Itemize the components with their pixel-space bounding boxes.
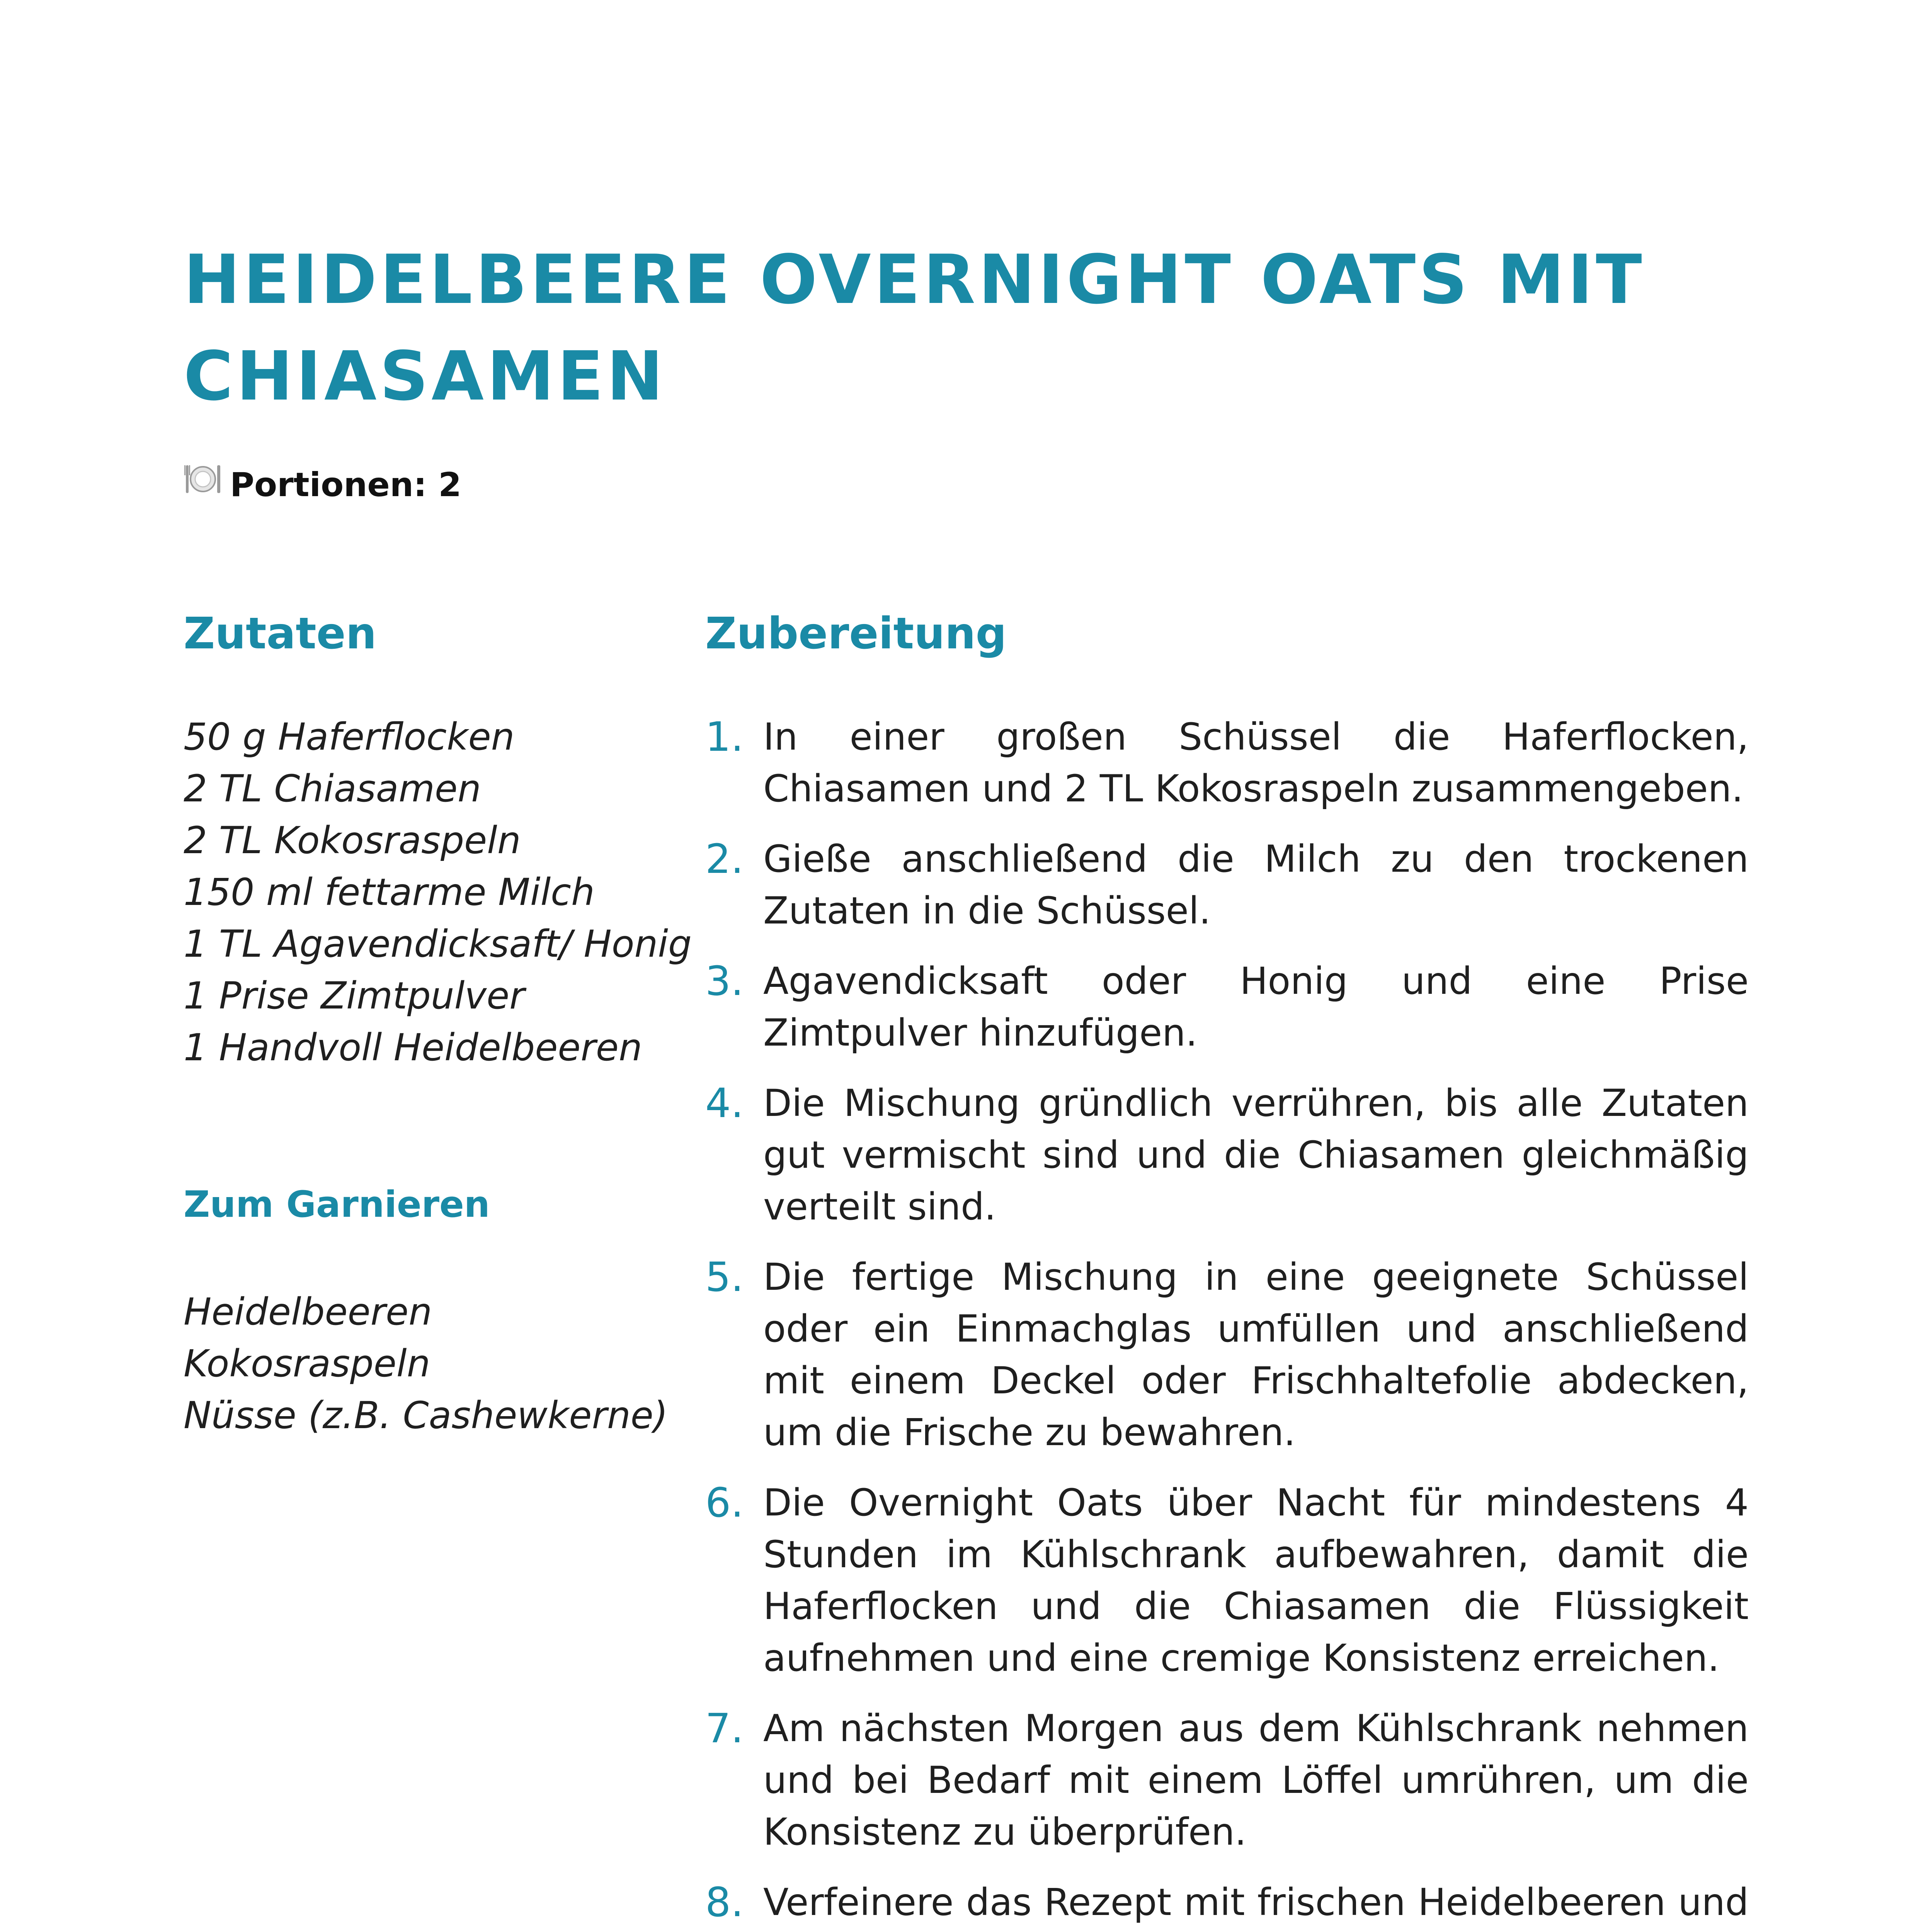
garnish-heading: Zum Garnieren [184,1184,490,1226]
ingredient-item: 1 Handvoll Heidelbeeren [184,1026,642,1069]
step-text: Die Mischung gründlich verrühren, bis alle Zutaten gut vermischt sind und die Chiasamen gleichmäßig verteilt sind. [763,1082,1749,1228]
step-number: 8. [705,1879,744,1926]
ingredient-list [184,711,692,1073]
step-item [705,1251,1749,1458]
step-item [705,955,1749,1059]
ingredients-column [184,603,692,1441]
preparation-heading: Zubereitung [705,609,1007,659]
ingredients-heading: Zutaten [184,609,377,659]
ingredient-item: 2 TL Chiasamen [184,767,481,810]
step-text: Am nächsten Morgen aus dem Kühlschrank nehmen und bei Bedarf mit einem Löffel umrühren, um die Konsistenz zu überprüfen. [763,1707,1749,1854]
ingredient-item: 150 ml fettarme Milch [184,871,595,914]
plate-cutlery-icon [184,460,222,498]
ingredient-item: 50 g Haferflocken [184,715,515,759]
step-text: Agavendicksaft oder Honig und eine Prise Zimtpulver hinzufügen. [763,959,1749,1054]
step-text: In einer großen Schüssel die Haferflocken, Chiasamen und 2 TL Kokosraspeln zusammengeben. [763,715,1749,810]
step-item [705,1077,1749,1233]
portions-info [184,462,461,508]
step-text: Die Overnight Oats über Nacht für mindestens 4 Stunden im Kühlschrank aufbewahren, damit die Haferflocken und die Chiasamen die Flüssigkeit aufnehmen und eine cremige Konsistenz erreichen. [763,1481,1749,1680]
step-item [705,1477,1749,1684]
step-item [705,833,1749,937]
step-number: 7. [705,1705,744,1752]
ingredient-item: 1 Prise Zimtpulver [184,974,525,1017]
ingredient-item: 1 TL Agavendicksaft/ Honig [184,922,692,966]
step-list [705,711,1749,1932]
garnish-item: Nüsse (z.B. Cashewkerne) [184,1394,668,1437]
step-number: 6. [705,1479,744,1526]
garnish-list [184,1286,686,1441]
recipe-title: HEIDELBEERE OVERNIGHT OATS MIT CHIASAMEN [184,241,1645,416]
preparation-column [705,603,1749,1932]
garnish-item: Heidelbeeren [184,1290,432,1333]
step-number: 5. [705,1253,744,1301]
garnish-item: Kokosraspeln [184,1342,431,1385]
step-text: Gieße anschließend die Milch zu den trockenen Zutaten in die Schüssel. [763,837,1749,932]
step-item [705,1876,1749,1932]
step-item [705,711,1749,815]
step-number: 2. [705,835,744,883]
step-text: Verfeinere das Rezept mit frischen Heidelbeeren und [763,1881,1749,1924]
ingredient-item: 2 TL Kokosraspeln [184,819,521,862]
step-number: 3. [705,957,744,1005]
portions-label: Portionen: 2 [230,466,462,504]
step-item [705,1702,1749,1858]
step-text: Die fertige Mischung in eine geeignete Schüssel oder ein Einmachglas umfüllen und anschließend mit einem Deckel oder Frischhaltefolie abdecken, um die Frische zu bewahren. [763,1255,1749,1454]
step-number: 1. [705,713,744,760]
step-number: 4. [705,1080,744,1127]
